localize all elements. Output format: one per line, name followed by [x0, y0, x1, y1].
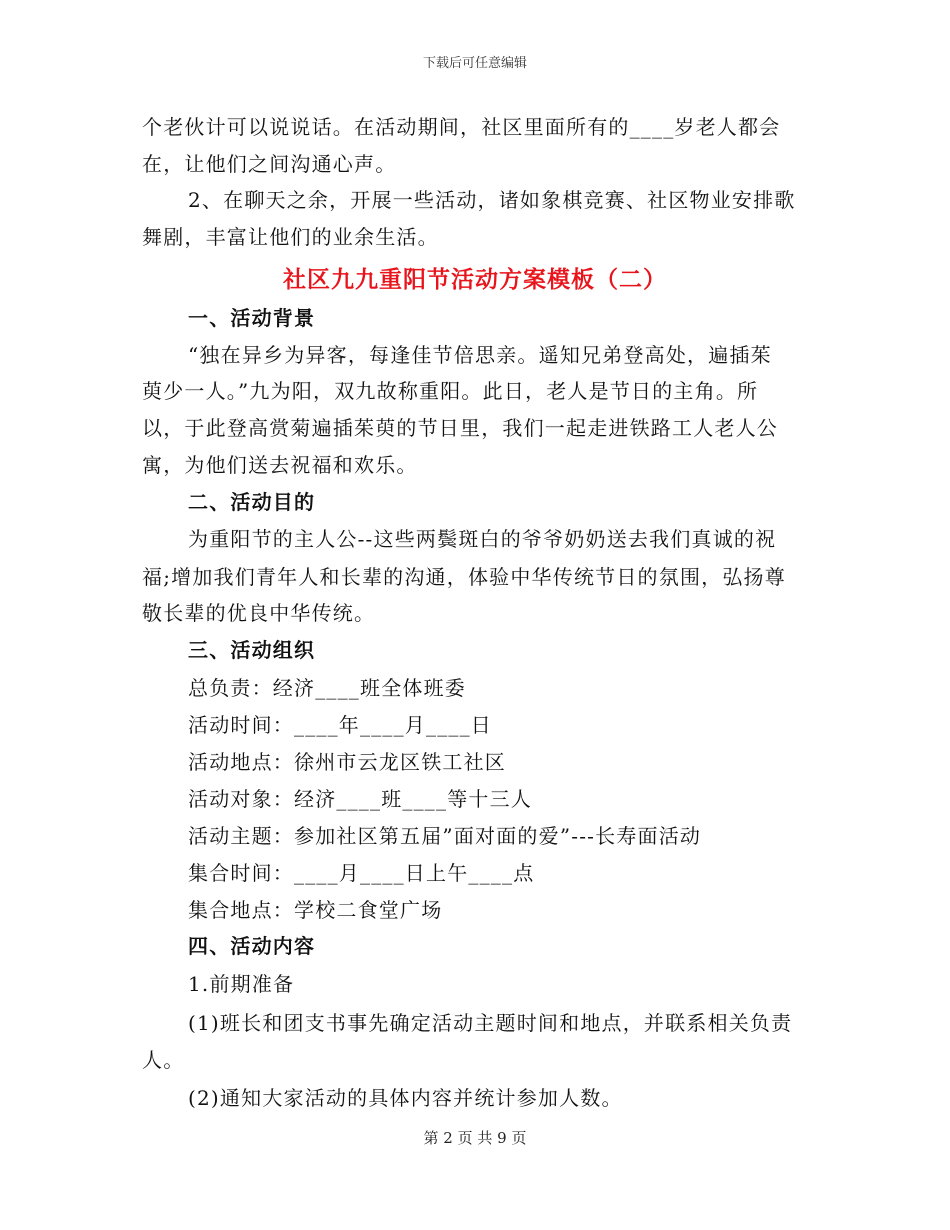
paragraph-line: 1.前期准备	[188, 972, 295, 996]
section-heading: 四、活动内容	[188, 934, 316, 958]
paragraph-line: “独在异乡为异客，每逢佳节倍思亲。遥知兄弟登高处，遍插茱	[188, 343, 772, 367]
paragraph-line: (1)班长和团支书事先确定活动主题时间和地点，并联系相关负责	[188, 1011, 793, 1035]
paragraph-line: 活动地点：徐州市云龙区铁工社区	[188, 750, 506, 774]
paragraph-line: 敬长辈的优良中华传统。	[142, 601, 376, 625]
section-heading: 一、活动背景	[188, 306, 316, 330]
paragraph-line: 在，让他们之间沟通心声。	[142, 152, 397, 176]
paragraph-line: 集合地点：学校二食堂广场	[188, 898, 443, 922]
paragraph-line: 2、在聊天之余，开展一些活动，诸如象棋竞赛、社区物业安排歌	[188, 188, 796, 212]
section-heading: 二、活动目的	[188, 490, 316, 514]
page-header: 下载后可任意编辑	[422, 56, 527, 71]
paragraph-line: 福;增加我们青年人和长辈的沟通，体验中华传统节日的氛围，弘扬尊	[142, 565, 786, 589]
paragraph-line: (2)通知大家活动的具体内容并统计参加人数。	[188, 1086, 623, 1110]
paragraph-line: 寓，为他们送去祝福和欢乐。	[142, 453, 418, 477]
paragraph-line: 人。	[142, 1048, 185, 1072]
paragraph-line: 为重阳节的主人公--这些两鬓斑白的爷爷奶奶送去我们真诚的祝	[188, 527, 777, 551]
section-heading: 三、活动组织	[188, 638, 316, 662]
paragraph-line: 总负责：经济____班全体班委	[188, 676, 466, 700]
paragraph-line: 萸少一人。”九为阳，双九故称重阳。此日，老人是节日的主角。所	[142, 379, 759, 403]
paragraph-line: 以，于此登高赏菊遍插茱萸的节日里，我们一起走进铁路工人老人公	[142, 416, 778, 440]
paragraph-line: 活动对象：经济____班____等十三人	[188, 787, 532, 811]
paragraph-line: 活动时间：____年____月____日	[188, 713, 492, 737]
paragraph-line: 活动主题：参加社区第五届”面对面的爱”---长寿面活动	[188, 824, 702, 848]
paragraph-line: 集合时间：____月____日上午____点	[188, 861, 535, 885]
page-footer: 第 2 页 共 9 页	[423, 1129, 527, 1147]
paragraph-line: 个老伙计可以说说话。在活动期间，社区里面所有的____岁老人都会	[142, 115, 781, 139]
paragraph-line: 舞剧，丰富让他们的业余生活。	[142, 225, 439, 249]
section-title: 社区九九重阳节活动方案模板（二）	[283, 266, 667, 293]
